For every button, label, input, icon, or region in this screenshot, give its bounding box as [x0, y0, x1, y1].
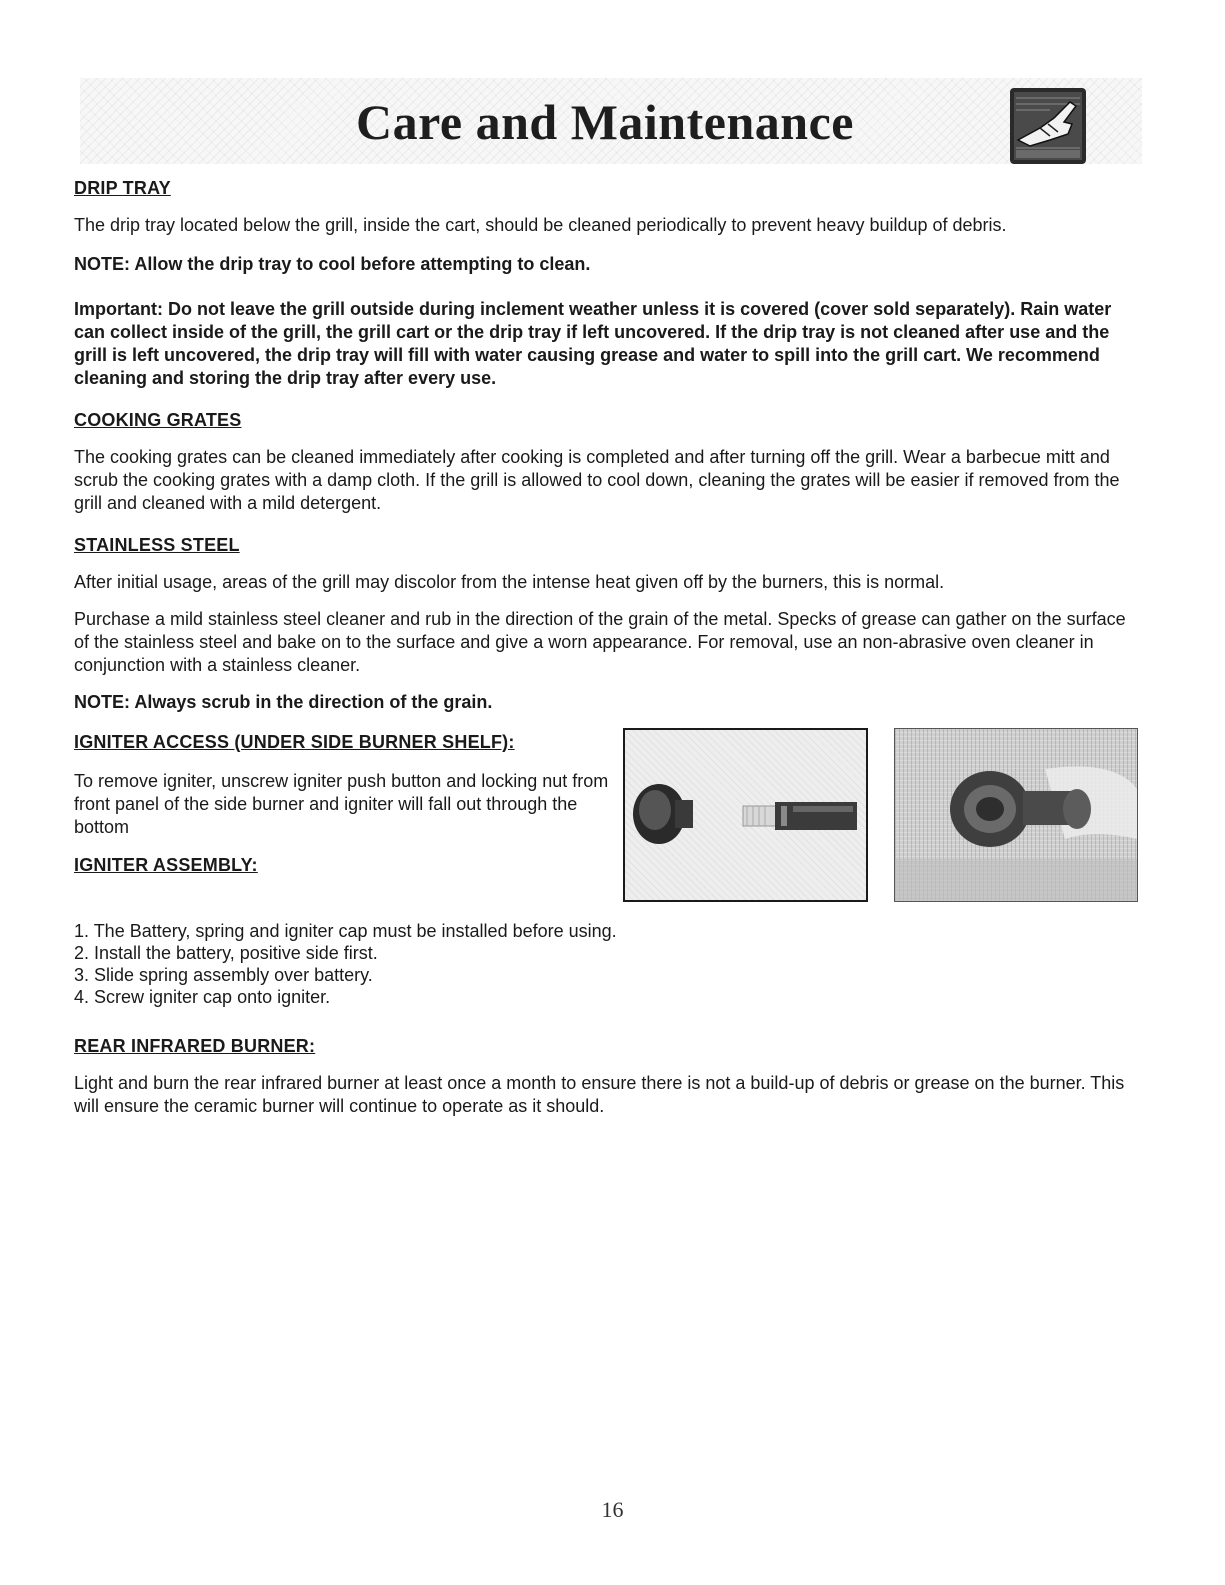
stainless-steel-paragraph-1: After initial usage, areas of the grill may discolor from the intense heat given off by the burners, this is normal. — [74, 572, 945, 592]
drip-tray-paragraph: The drip tray located below the grill, inside the cart, should be cleaned periodically to prevent heavy buildup of debris. — [74, 215, 1007, 235]
drip-tray-heading: DRIP TRAY — [74, 178, 171, 198]
main-content — [74, 176, 1144, 1134]
list-item: 1. The Battery, spring and igniter cap must be installed before using. — [74, 921, 617, 941]
stainless-steel-paragraph-2: Purchase a mild stainless steel cleaner and rub in the direction of the grain of the metal. Specks of grease can gather on the surface of the stainless steel and bake on to the surface and give a worn appearance. For removal, use an non-abrasive oven cleaner in conjunction with a stainless cleaner. — [74, 609, 1126, 675]
list-item: 3. Slide spring assembly over battery. — [74, 965, 373, 985]
igniter-installed-photo — [894, 728, 1138, 902]
cooking-grates-heading: COOKING GRATES — [74, 410, 242, 430]
page-number: 16 — [601, 1497, 624, 1522]
list-item: 4. Screw igniter cap onto igniter. — [74, 987, 331, 1007]
stainless-steel-heading: STAINLESS STEEL — [74, 535, 240, 555]
igniter-block — [74, 730, 1144, 920]
igniter-text-column — [74, 730, 624, 877]
cooking-grates-paragraph: The cooking grates can be cleaned immediately after cooking is completed and after turning off the grill. Wear a barbecue mitt and scrub the cooking grates with a damp cloth. If the grill is allowed to cool down, cleaning the grates will be easier if removed from the grill and cleaned with a mild detergent. — [74, 447, 1120, 513]
rear-infrared-burner-heading: REAR INFRARED BURNER: — [74, 1036, 316, 1056]
rear-infrared-burner-paragraph: Light and burn the rear infrared burner at least once a month to ensure there is not a build-up of debris or grease on the burner. This will ensure the ceramic burner will continue to operate as it should. — [74, 1073, 1125, 1116]
igniter-access-paragraph: To remove igniter, unscrew igniter push button and locking nut from front panel of the side burner and igniter will fall out through the bottom — [74, 771, 609, 837]
list-item: 2. Install the battery, positive side first. — [74, 943, 378, 963]
drip-tray-note: NOTE: Allow the drip tray to cool before attempting to clean. — [74, 254, 591, 274]
drip-tray-important: Important: Do not leave the grill outside during inclement weather unless it is covered (cover sold separately). Rain water can collect inside of the grill, the grill cart or the drip tray if left uncovered. If the drip tray is not cleaned after use and the grill is left uncovered, the drip tray will fill with water causing grease and water to spill into the grill cart. We recommend cleaning and storing the drip tray after every use. — [74, 299, 1112, 388]
igniter-assembly-steps — [74, 920, 1144, 1008]
igniter-parts-photo — [623, 728, 868, 902]
stainless-steel-note: NOTE: Always scrub in the direction of the grain. — [74, 692, 493, 712]
igniter-access-heading: IGNITER ACCESS (UNDER SIDE BURNER SHELF): — [74, 732, 515, 752]
cleaning-hand-icon — [1010, 88, 1086, 164]
igniter-assembly-heading: IGNITER ASSEMBLY: — [74, 855, 258, 875]
page-title: Care and Maintenance — [356, 94, 854, 150]
